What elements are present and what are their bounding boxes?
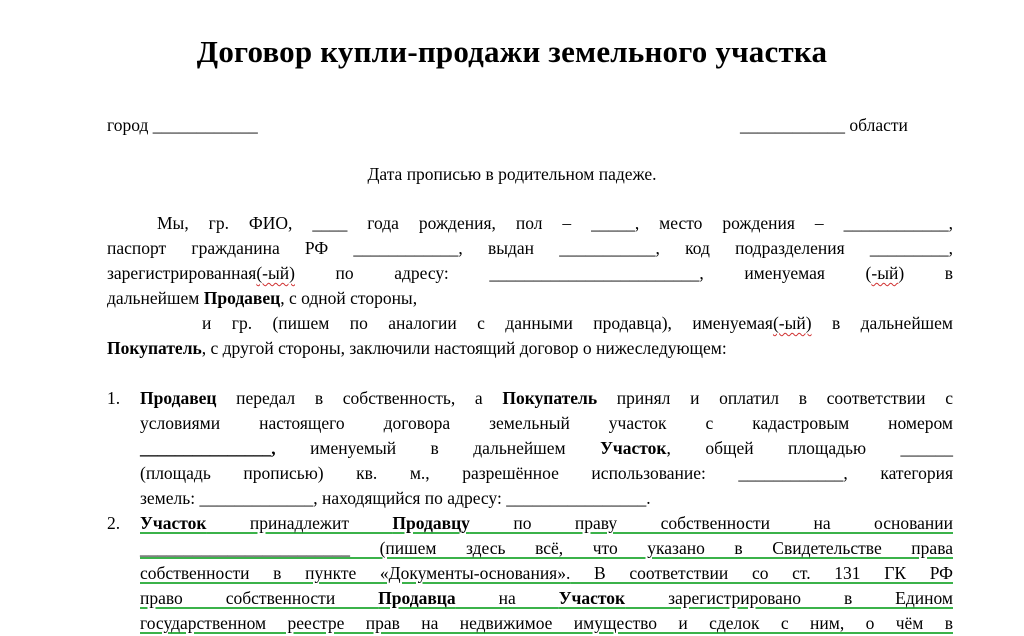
intro-line-4: дальнейшем Продавец, с одной стороны, [107,288,418,308]
intro-line-2: паспорт гражданина РФ ____________, выдан ___________, код подразделения _________, [107,238,953,258]
intro-line-3: зарегистрированная(-ый) по адресу: ________________________, именуемая (-ый) в [107,263,954,283]
item-1-line-4: (площадь прописью) кв. м., разрешённое использование: ____________, категория [140,463,953,483]
region-field: ____________ области [740,115,908,135]
intro-line-5: и гр. (пишем по аналогии с данными продавца), именуемая(-ый) в дальнейшем [202,313,954,333]
item-1-number: 1. [107,388,121,408]
item-1-line-2: условиями настоящего договора земельный участок с кадастровым номером [140,413,953,433]
item-2-line-5: государственном реестре прав на недвижимое имущество и сделок с ним, о чём в [140,613,953,633]
date-note: Дата прописью в родительном падеже. [367,164,657,184]
intro-line-1: Мы, гр. ФИО, ____ года рождения, пол – _____, место рождения – ____________, [157,213,953,233]
item-2-line-4: право собственности Продавца на Участок зарегистрировано в Едином [140,588,953,608]
city-field: город ____________ [107,115,258,135]
item-1-line-5: земель: _____________, находящийся по адресу: ________________. [140,488,651,508]
item-1-line-1: Продавец передал в собственность, а Покупатель принял и оплатил в соответствии с [140,388,953,408]
document-title: Договор купли-продажи земельного участка [196,34,828,69]
intro-line-6: Покупатель, с другой стороны, заключили настоящий договор о нижеследующем: [107,338,727,358]
item-2-line-2: ________________________ (пишем здесь всё, что указано в Свидетельстве права [140,538,953,558]
item-2-line-1: Участок принадлежит Продавцу по праву собственности на основании [140,513,953,533]
item-2-line-3: собственности в пункте «Документы-основания». В соответствии со ст. 131 ГК РФ [140,563,953,583]
item-1-line-3: _______________, именуемый в дальнейшем Участок, общей площадью ______ [140,438,953,458]
item-2-number: 2. [107,513,121,533]
